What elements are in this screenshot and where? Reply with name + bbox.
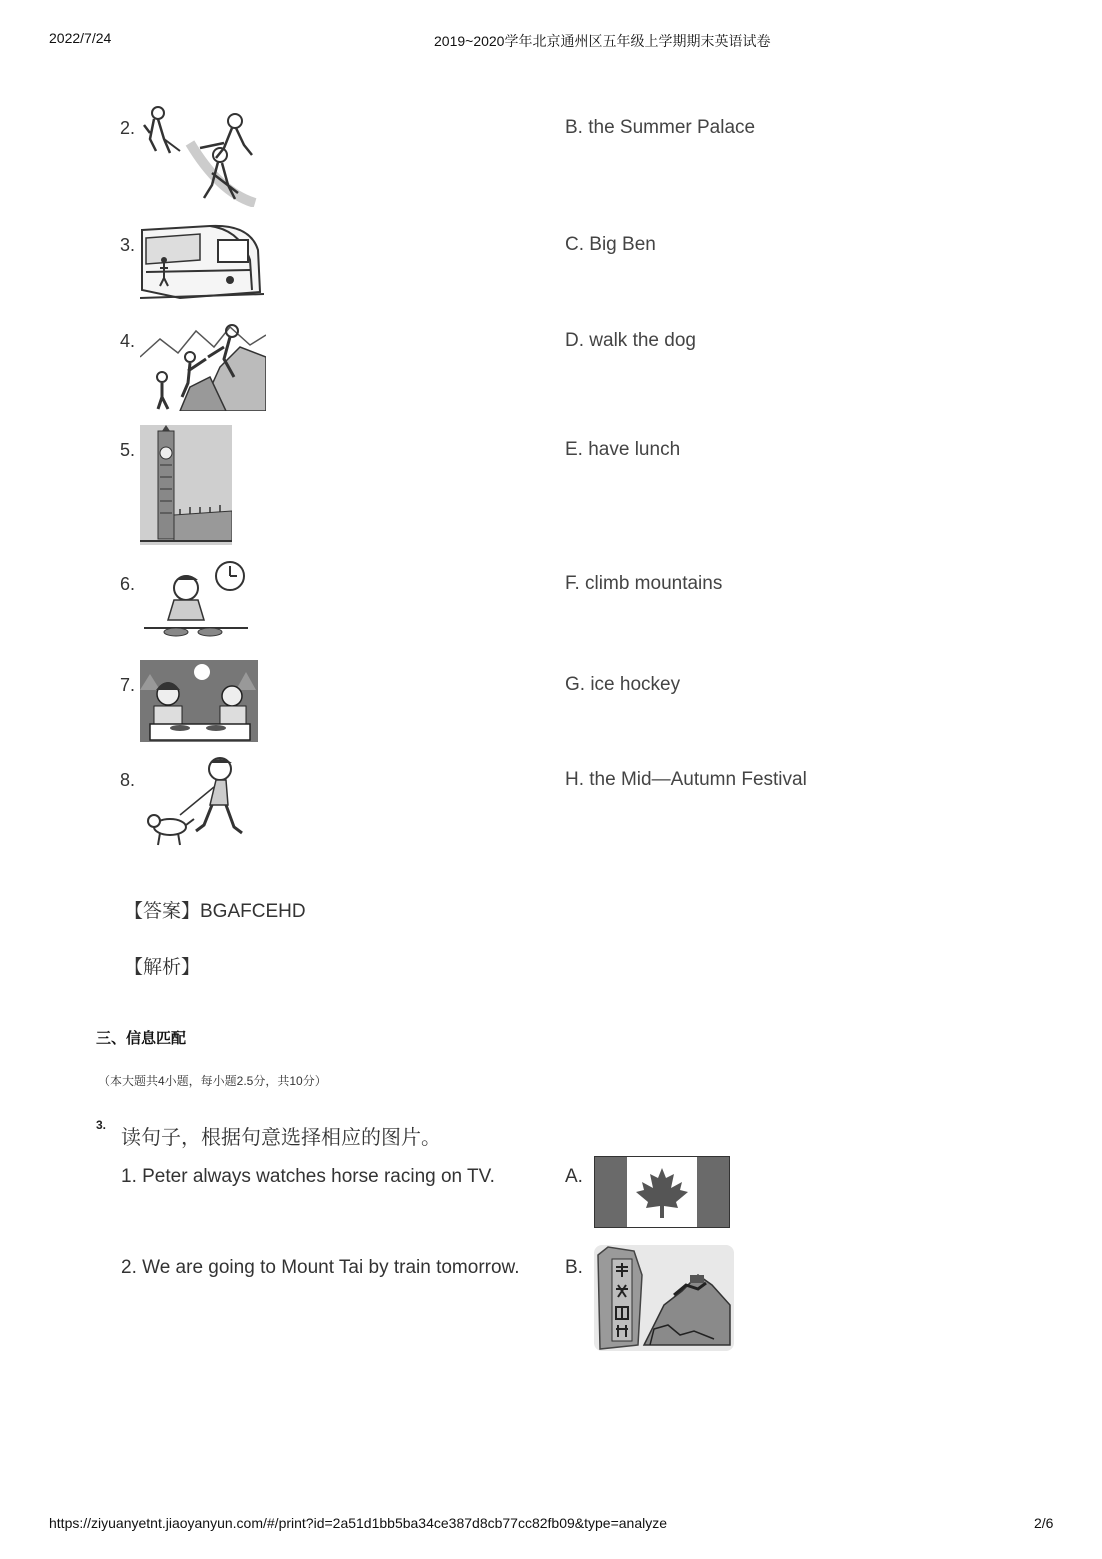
item-number: 6. — [120, 574, 136, 594]
footer-url: https://ziyuanyetnt.jiaoyanyun.com/#/print?id=2a51d1bb5ba34ce387d8cb77cc82fb09&type=analyze — [49, 1515, 668, 1531]
picture-option-label: A. — [565, 1166, 583, 1187]
option-text: C. Big Ben — [565, 234, 656, 255]
big-ben-picture — [140, 425, 232, 545]
item-number: 3. — [120, 235, 136, 255]
question-stem: 读句子，根据句意选择相应的图片。 — [121, 1127, 441, 1149]
document-title: 2019~2020学年北京通州区五年级上学期期末英语试卷 — [434, 33, 771, 49]
section-title: 三、信息匹配 — [96, 1030, 187, 1047]
sentence-item: 1. Peter always watches horse racing on TV. — [121, 1166, 495, 1187]
analysis-label: 【解析】 — [124, 957, 201, 978]
subway-train-picture — [140, 220, 264, 303]
mountain-climbing-picture — [140, 317, 266, 411]
option-text: B. the Summer Palace — [565, 117, 756, 138]
boy-walking-dog-picture — [140, 755, 250, 851]
option-text: G. ice hockey — [565, 674, 681, 695]
item-number: 2. — [120, 118, 136, 138]
boy-having-lunch-picture — [140, 558, 252, 644]
item-number: 8. — [120, 770, 136, 790]
question-number: 3. — [96, 1118, 107, 1132]
picture-option-label: B. — [565, 1257, 583, 1278]
item-number: 4. — [120, 331, 136, 351]
option-text: E. have lunch — [565, 439, 681, 460]
canada-flag-picture — [594, 1156, 730, 1228]
option-text: H. the Mid—Autumn Festival — [565, 769, 807, 790]
item-number: 5. — [120, 440, 136, 460]
option-text: F. climb mountains — [565, 573, 723, 594]
mid-autumn-dinner-picture — [140, 660, 258, 742]
item-number: 7. — [120, 675, 136, 695]
mount-tai-picture — [594, 1245, 734, 1351]
option-text: D. walk the dog — [565, 330, 696, 351]
ice-hockey-players-picture — [140, 103, 260, 207]
print-date: 2022/7/24 — [49, 30, 112, 46]
page-number: 2/6 — [1034, 1515, 1054, 1531]
section-note: （本大题共4小题，每小题2.5分，共10分） — [98, 1074, 327, 1088]
sentence-item: 2. We are going to Mount Tai by train tomorrow. — [121, 1257, 520, 1278]
answer-text: 【答案】BGAFCEHD — [124, 901, 306, 922]
